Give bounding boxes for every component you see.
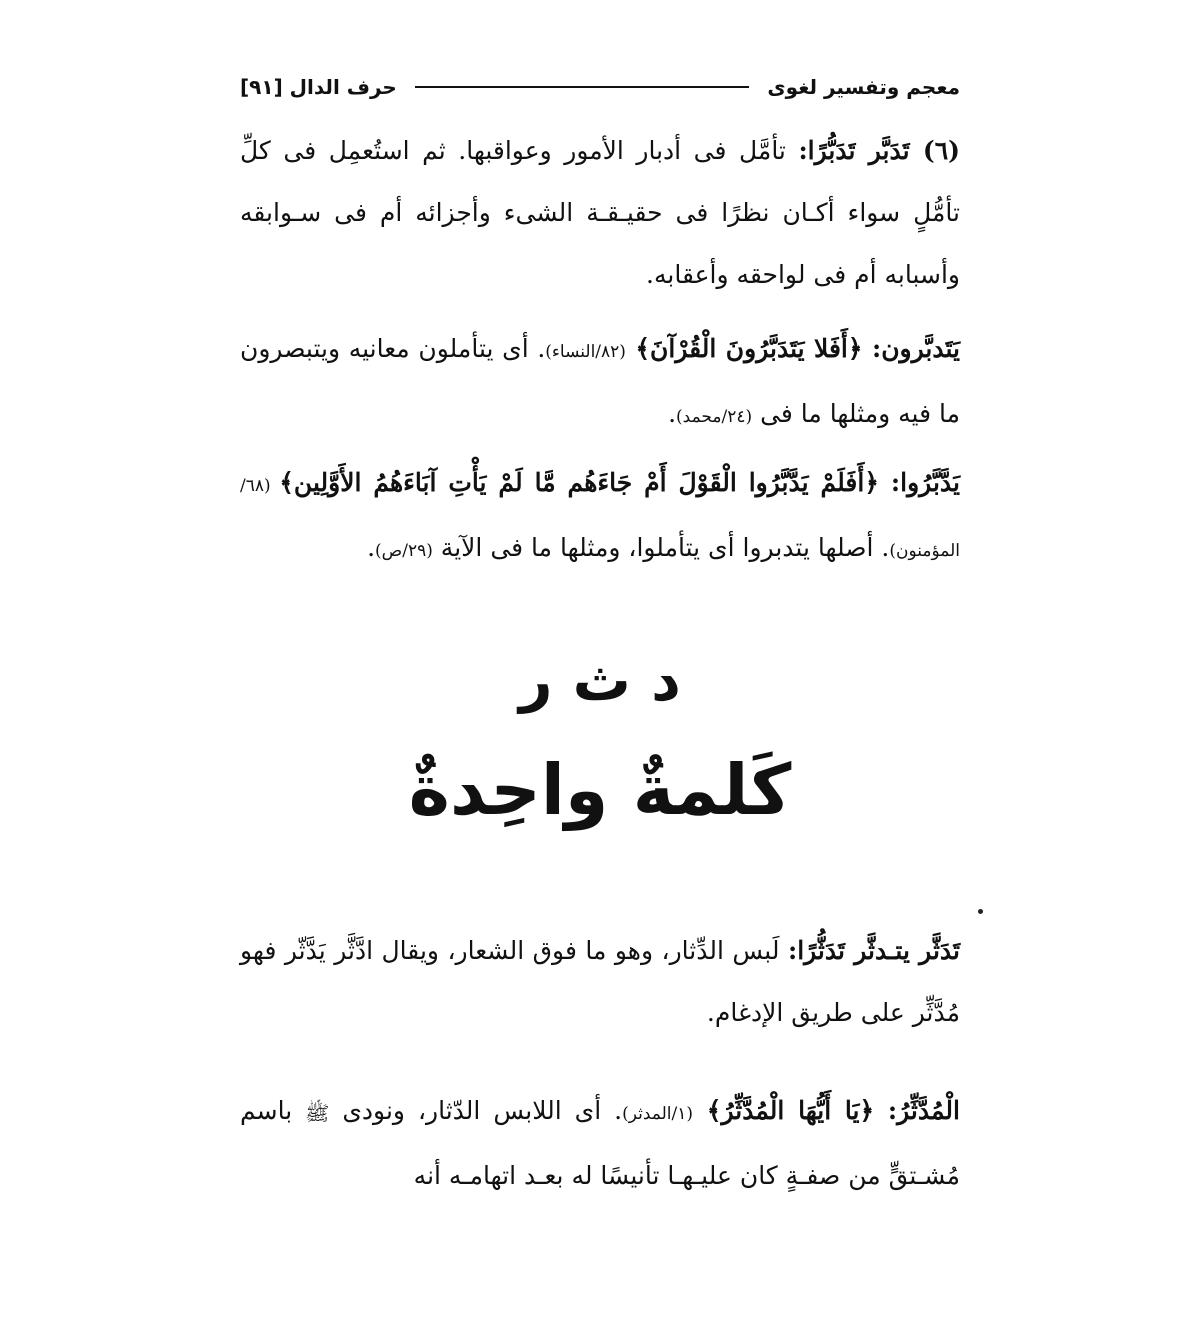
running-header — [240, 72, 960, 102]
header-rule — [415, 86, 749, 88]
verse-reference-2: (٢٩/ص) — [375, 541, 433, 561]
quran-quote: ﴿يَا أَيُّهَا الْمُدَّثِّرُ﴾ — [693, 1096, 888, 1125]
book-title: معجم وتفسير لغوى — [767, 75, 960, 99]
verse-reference: (١/المدثر) — [622, 1104, 694, 1124]
entry-headword: (٦) تَدَبَّر تَدَبُّرًا: — [798, 136, 960, 165]
verse-reference: (٦٨/المؤمنون) — [240, 476, 960, 561]
print-speck — [978, 909, 983, 914]
entry-yatadabbarun — [240, 318, 960, 448]
entry-headword: يَدَّبَّرُوا: — [890, 468, 961, 497]
quran-quote: ﴿أَفَلَمْ يَدَّبَّرُوا الْقَوْلَ أَمْ جَاءَهُم مَّا لَمْ يَأْتِ آبَاءَهُمُ الأَوَّلِين﴾ — [279, 468, 891, 497]
root-heading: د ث ر — [519, 646, 681, 714]
quran-quote: ﴿أَفَلا يَتَدَبَّرُونَ الْقُرْآنَ﴾ — [625, 334, 872, 363]
entry-tadaththara — [240, 920, 960, 1044]
entry-definition: تأمَّل فى أدبار الأمور وعواقبها. ثم استُعمِل فى كلِّ تأمُّلٍ سواء أكـان نظرًا فى حقيـقـة الشىء وأجزائه أم فى سـوابقه وأسبابه أم فى لواحقه وأعقابه. — [240, 136, 960, 289]
entry-tail: . — [668, 399, 677, 428]
honorific-glyph: ﷺ — [305, 1100, 330, 1125]
entry-headword: الْمُدَّثِّرُ: — [887, 1096, 960, 1125]
root-word-count: كَلمةٌ واحِدةٌ — [408, 749, 792, 831]
page-number: [٩١] — [240, 75, 283, 99]
entry-definition: . أى يتأملون معانيه ويتبصرون ما فيه ومثلها ما فى — [240, 334, 960, 428]
entry-tadabbara — [240, 120, 960, 306]
entry-definition: لَبس الدِّثار، وهو ما فوق الشعار، ويقال ادَّثَّر يَدَّثّر فهو مُدَّثِّر على طريق الإدغام. — [240, 936, 960, 1027]
chapter-name: حرف الدال — [289, 75, 397, 99]
entry-tail: باسم مُشـتقٍّ من صفـةٍ كان عليـهـا تأنيسًا له بعـد اتهامـه أنه — [240, 1096, 960, 1190]
entry-headword: يَتَدبَّرون: — [871, 334, 961, 363]
verse-reference-2: (٢٤/محمد) — [676, 407, 753, 427]
entry-yaddabbaru — [240, 452, 960, 582]
entry-definition: . أصلها يتدبروا أى يتأملوا، ومثلها ما فى الآية — [432, 533, 890, 562]
entry-tail: . — [367, 533, 376, 562]
verse-reference: (٨٢/النساء) — [545, 342, 626, 362]
entry-almuddaththir — [240, 1080, 960, 1207]
chapter-title — [240, 75, 397, 99]
entry-headword: تَدَثَّر يتـدثَّر تَدَثُّرًا: — [787, 936, 960, 965]
entry-definition: . أى اللابس الدّثار، ونودى — [329, 1096, 623, 1125]
